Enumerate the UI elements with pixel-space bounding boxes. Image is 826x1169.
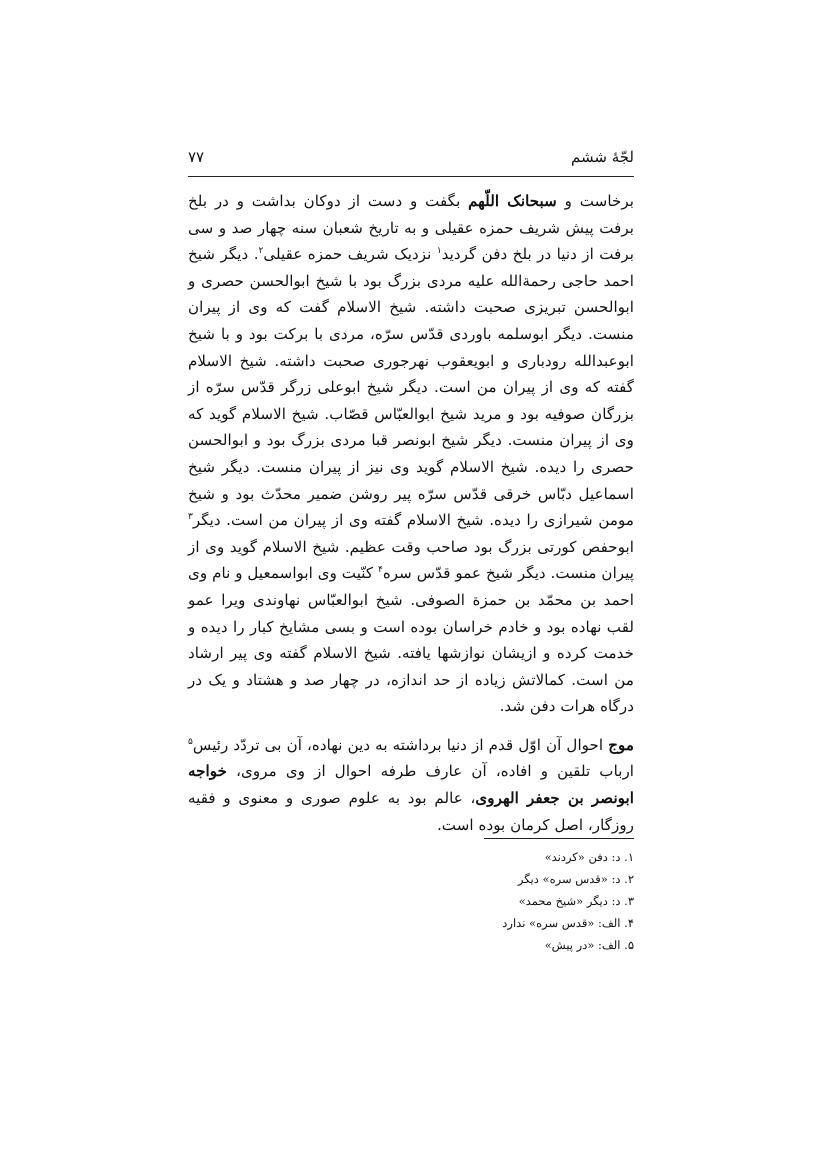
footnote-3: ۳. د: دیگر «شیخ محمد» xyxy=(518,894,634,908)
text-run: برخاست و xyxy=(556,192,634,210)
footnote-2: ۲. د: «قدس سره» دیگر xyxy=(517,872,634,886)
text-run: . دیگر شیخ احمد حاجی رحمةالله علیه مردی بزرگ بود با شیخ ابوالحسن حصری و ابوالحسن تبریزی صحبت داشته. شیخ الاسلام گفت که وی از پیران منست. دیگر ابوسلمه باوردی قدّس سرّه، مردی با برکت بود و با شیخ ابوعبدالله رودباری و ابویعقوب نهرجوری صحبت داشته. شیخ الاسلام گفته که وی از پیران من است. دیگر شیخ ابوعلی زرگر قدّس سرّه از بزرگان صوفیه بود و مرید شیخ ابوالعبّاس قصّاب. شیخ الاسلام گوید که وی از پیران منست. دیگر شیخ ابونصر قبا مردی بزرگ بود و ابوالحسن حصری را دیده. شیخ الاسلام گوید وی نیز از پیران منست. دیگر شیخ اسماعیل دبّاس خرقی قدّس سرّه پیر روشن ضمیر محدّث بود و شیخ مومن شیرازی را دیده. شیخ الاسلام گفته وی از پیران من است. دیگر xyxy=(188,245,634,530)
text-run: نزدیک شریف حمزه عقیلی xyxy=(263,245,437,264)
text-run: کنّیت وی ابواسمعیل و نام وی احمد بن محمّد بن حمزة الصوفی. شیخ ابوالعبّاس نهاوندی ویرا عمو لقب نهاده بود و خادم خراسان بوده است و بسی مشایخ کبار را دیده و خدمت کرده و ازیشان نوازشها یافته. شیخ الاسلام گفته وی پیر ارشاد من است. کمالاتش زیاده از حد اندازه، در چهار صد و هشتاد و یک در درگاه هرات دفن شد. xyxy=(188,564,634,716)
header-divider xyxy=(188,176,634,177)
text-run: احوال آن اوّل قدم از دنیا برداشته به دین نهاده، آن بی تردّد رئیس xyxy=(192,735,609,754)
bold-phrase: سبحانک اللّهم xyxy=(468,192,557,210)
chapter-title: لجّهٔ ششم xyxy=(571,148,634,166)
footnote-1: ۱. د: دفن «کردند» xyxy=(544,850,634,864)
main-text xyxy=(188,188,634,838)
footnote-marker-5[interactable]: ۵ xyxy=(188,736,193,747)
text-run: ارباب تلقین و افاده، آن عارف طرفه احوال از وی مروی، xyxy=(227,762,634,781)
footnote-4: ۴. الف: «قدس سره» ندارد xyxy=(502,916,634,930)
text-run: بگفت و دست از دوکان بداشت و در بلخ برفت پیش شریف حمزه عقیلی و به تاریخ شعبان سنه چهار صد و سی برفت از دنیا در بلخ دفن گردید xyxy=(188,192,634,264)
paragraph-1 xyxy=(188,188,634,720)
footnote-marker-3[interactable]: ۳ xyxy=(188,512,193,523)
footnote-5: ۵. الف: «در پیش» xyxy=(544,938,634,952)
footnote-marker-1[interactable]: ۱ xyxy=(436,246,442,257)
footnote-divider xyxy=(484,838,634,839)
footnote-marker-4[interactable]: ۴ xyxy=(377,565,383,576)
text-run: ابوحفص کورتی بزرگ بود صاحب وقت عظیم. شیخ الاسلام گوید وی از پیران منست. دیگر شیخ عمو قدّس سره xyxy=(188,537,634,583)
running-head xyxy=(188,148,634,172)
paragraph-2 xyxy=(188,732,634,838)
footnote-marker-2[interactable]: ۲ xyxy=(258,246,264,257)
section-keyword: موج xyxy=(608,735,634,754)
footnotes xyxy=(440,846,634,956)
page-number: ۷۷ xyxy=(188,148,205,166)
text-run: ، عالم بود به علوم صوری و معنوی و فقیه روزگار، اصل کرمان بوده است. xyxy=(188,789,634,834)
person-name: خواجه ابونصر بن جعفر الهروی xyxy=(188,762,634,808)
